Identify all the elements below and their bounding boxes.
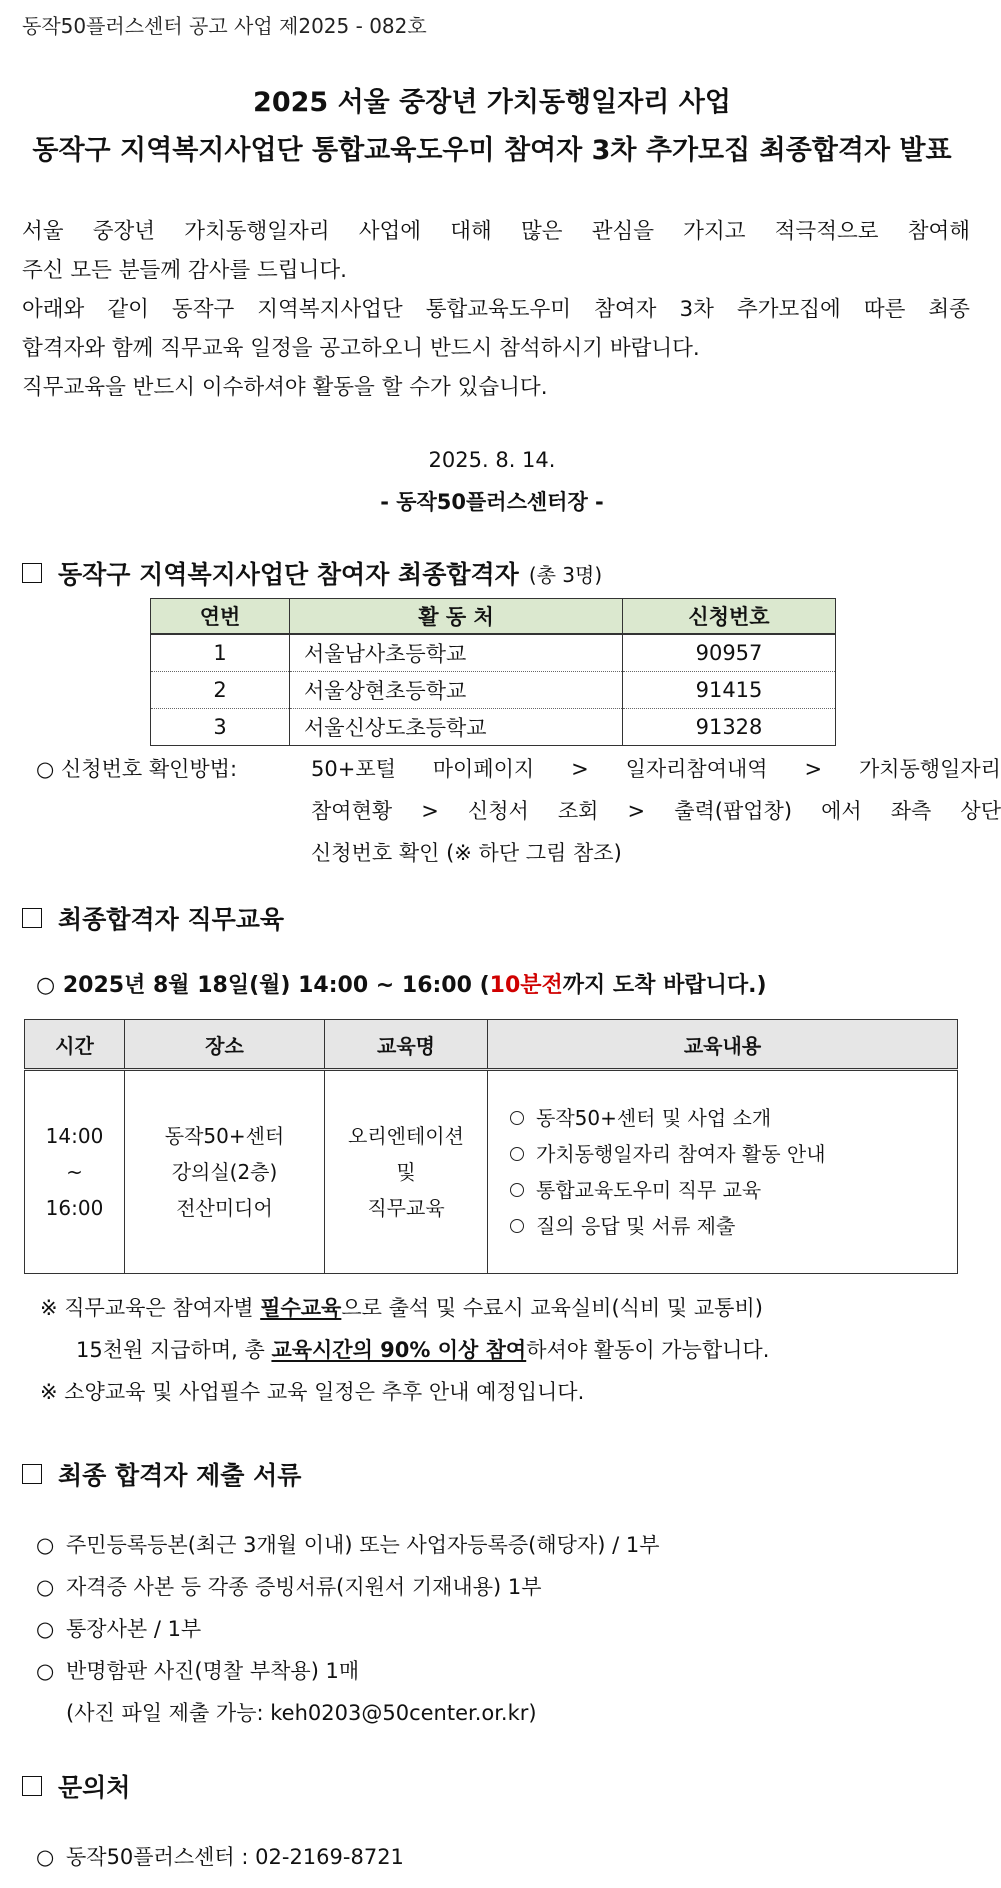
edu-content-text: 질의 응답 및 서류 제출 <box>536 1214 736 1238</box>
edu-content-text: 통합교육도우미 직무 교육 <box>536 1178 762 1202</box>
intro-line-3 <box>22 290 970 329</box>
title-line-2: 동작구 지역복지사업단 통합교육도우미 참여자 3차 추가모집 최종합격자 발표 <box>32 135 952 166</box>
pass-app-number: 91328 <box>623 709 836 746</box>
intro-paragraph <box>22 212 970 407</box>
guide-word: 참여현황 <box>311 799 393 823</box>
intro-word: 동작구 <box>171 297 235 322</box>
intro-word: 대해 <box>450 219 492 244</box>
edu-content-text: 가치동행일자리 참여자 활동 안내 <box>536 1142 826 1166</box>
edu-note-1 <box>40 1287 763 1329</box>
pass-no: 3 <box>151 709 290 746</box>
doc-item-text: 주민등록등본(최근 3개월 이내) 또는 사업자등록증(해당자) / 1부 <box>66 1533 660 1557</box>
guide-word: > <box>804 757 823 781</box>
list-item: ○ 주민등록등본(최근 3개월 이내) 또는 사업자등록증(해당자) / 1부 <box>36 1533 660 1557</box>
circle-bullet-icon <box>510 1147 524 1161</box>
edu-header-time: 시간 <box>25 1020 125 1070</box>
edu-name-line: 오리엔테이션 <box>348 1124 464 1148</box>
pass-no: 2 <box>151 672 290 709</box>
edu-content-text: 동작50+센터 및 사업 소개 <box>536 1106 772 1130</box>
note-text: 15천원 지급하며, 총 <box>76 1338 272 1362</box>
note-text: 하셔야 활동이 가능합니다. <box>526 1338 770 1362</box>
intro-word: 아래와 <box>22 297 85 322</box>
table-row <box>25 1070 958 1274</box>
square-bullet-icon <box>22 908 42 928</box>
schedule-prefix: ○ 2025년 8월 18일(월) 14:00 ~ 16:00 ( <box>36 973 490 998</box>
intro-line-2: 주신 모든 분들께 감사를 드립니다. <box>22 258 347 283</box>
doc-item-text: 반명함판 사진(명찰 부착용) 1매 <box>66 1659 360 1683</box>
application-number-guide <box>36 748 1001 878</box>
edu-place-line: 동작50+센터 <box>164 1124 285 1148</box>
guide-word: 조회 <box>557 799 599 823</box>
guide-word: > <box>421 799 439 823</box>
intro-word: 가지고 <box>683 219 746 244</box>
list-item <box>510 1208 956 1244</box>
schedule-highlight: 10분전 <box>489 973 563 998</box>
intro-line-4: 합격자와 함께 직무교육 일정을 공고하오니 반드시 참석하시기 바랍니다. <box>22 336 700 361</box>
list-item <box>510 1136 956 1172</box>
section-docs-heading <box>22 1456 301 1492</box>
edu-header-place: 장소 <box>125 1020 325 1070</box>
section-edu-title: 최종합격자 직무교육 <box>58 905 285 934</box>
intro-word: 따른 <box>863 297 906 322</box>
notice-number: 동작50플러스센터 공고 사업 제2025 - 082호 <box>22 14 427 38</box>
guide-word: 상단 <box>960 799 1001 823</box>
edu-name <box>325 1070 488 1274</box>
intro-word: 서울 <box>22 219 64 244</box>
guide-word: > <box>571 757 589 781</box>
intro-word: 통합교육도우미 <box>425 297 572 322</box>
intro-word: 관심을 <box>591 219 654 244</box>
intro-word: 사업에 <box>358 219 422 244</box>
edu-place-line: 강의실(2층) <box>171 1160 278 1184</box>
doc-item-extra: (사진 파일 제출 가능: keh0203@50center.or.kr) <box>66 1701 537 1725</box>
intro-word: 3차 <box>679 297 714 322</box>
edu-note-2 <box>76 1329 769 1371</box>
guide-word: 신청서 <box>467 799 529 823</box>
pass-no: 1 <box>151 634 290 672</box>
edu-time-end: 16:00 <box>45 1196 104 1220</box>
guide-line-3: 신청번호 확인 (※ 하단 그림 참조) <box>311 841 622 865</box>
guide-word: 에서 <box>821 799 862 823</box>
edu-contents <box>488 1070 958 1274</box>
edu-note-3: ※ 소양교육 및 사업필수 교육 일정은 추후 안내 예정입니다. <box>40 1380 585 1404</box>
square-bullet-icon <box>22 563 42 583</box>
section-pass-heading <box>22 555 602 591</box>
notice-date: 2025. 8. 14. <box>428 448 556 472</box>
edu-schedule <box>36 968 767 999</box>
contact-text: 동작50플러스센터 : 02-2169-8721 <box>66 1845 404 1869</box>
intro-line-1 <box>22 212 970 251</box>
doc-item-text: 자격증 사본 등 각종 증빙서류(지원서 기재내용) 1부 <box>66 1575 542 1599</box>
edu-header-name: 교육명 <box>325 1020 488 1070</box>
note-emphasis: 필수교육 <box>260 1296 342 1320</box>
intro-word: 적극적으로 <box>774 219 879 244</box>
guide-word: 마이페이지 <box>432 757 535 781</box>
edu-place <box>125 1070 325 1274</box>
intro-word: 지역복지사업단 <box>257 297 403 322</box>
intro-word: 가치동행일자리 <box>184 219 330 244</box>
list-item: ○ 통장사본 / 1부 <box>36 1617 202 1641</box>
guide-word: 좌측 <box>890 799 932 823</box>
square-bullet-icon <box>22 1776 42 1796</box>
edu-header-content: 교육내용 <box>488 1020 958 1070</box>
circle-bullet-icon <box>510 1111 524 1125</box>
list-item <box>510 1172 956 1208</box>
guide-word: 가치동행일자리 <box>858 757 1001 781</box>
pass-app-number: 90957 <box>623 634 836 672</box>
intro-line-5: 직무교육을 반드시 이수하셔야 활동을 할 수가 있습니다. <box>22 375 548 400</box>
section-edu-heading <box>22 900 284 936</box>
list-item: ○ 자격증 사본 등 각종 증빙서류(지원서 기재내용) 1부 <box>36 1575 542 1599</box>
guide-word: > <box>627 799 646 823</box>
section-contact-heading <box>22 1768 130 1804</box>
pass-table <box>150 598 836 746</box>
list-item: ○ 반명함판 사진(명찰 부착용) 1매 <box>36 1659 360 1683</box>
contact-info: ○ 동작50플러스센터 : 02-2169-8721 <box>36 1845 404 1869</box>
list-item <box>510 1100 956 1136</box>
edu-place-line: 전산미디어 <box>176 1196 273 1220</box>
title-line-1: 2025 서울 중장년 가치동행일자리 사업 <box>253 87 731 118</box>
guide-line-1 <box>311 748 1001 790</box>
intro-word: 참여해 <box>907 219 970 244</box>
guide-word: 50+포털 <box>311 757 396 781</box>
intro-word: 최종 <box>928 297 970 322</box>
guide-word: 일자리참여내역 <box>625 757 768 781</box>
table-row <box>151 672 836 709</box>
guide-label: ○ 신청번호 확인방법: <box>36 757 238 781</box>
intro-word: 많은 <box>520 219 563 244</box>
pass-header-no: 연번 <box>151 599 290 635</box>
edu-time <box>25 1070 125 1274</box>
circle-bullet-icon <box>510 1219 524 1233</box>
section-contact-title: 문의처 <box>58 1773 131 1802</box>
organization-signature: - 동작50플러스센터장 - <box>380 490 604 514</box>
doc-item-text: 통장사본 / 1부 <box>66 1617 202 1641</box>
guide-word: 출력(팝업창) <box>674 799 793 823</box>
edu-time-sep: ~ <box>66 1160 83 1184</box>
intro-word: 참여자 <box>594 297 657 322</box>
intro-word: 중장년 <box>92 219 156 244</box>
intro-word: 추가모집에 <box>736 297 841 322</box>
table-row <box>151 709 836 746</box>
square-bullet-icon <box>22 1464 42 1484</box>
pass-header-app: 신청번호 <box>623 599 836 635</box>
intro-word: 같이 <box>107 297 149 322</box>
note-emphasis: 교육시간의 90% 이상 참여 <box>271 1338 527 1362</box>
schedule-suffix: 까지 도착 바랍니다.) <box>562 973 767 998</box>
edu-table <box>24 1019 958 1274</box>
edu-name-line: 및 <box>396 1160 416 1184</box>
circle-bullet-icon <box>510 1183 524 1197</box>
edu-time-start: 14:00 <box>45 1124 104 1148</box>
table-row <box>151 634 836 672</box>
section-docs-title: 최종 합격자 제출 서류 <box>58 1461 302 1490</box>
pass-count: (총 3명) <box>528 562 603 587</box>
docs-list <box>36 1524 659 1734</box>
pass-app-number: 91415 <box>623 672 836 709</box>
note-text: 으로 출석 및 수료시 교육실비(식비 및 교통비) <box>341 1296 763 1320</box>
guide-line-2 <box>311 790 1001 832</box>
note-text: ※ 직무교육은 참여자별 <box>40 1296 261 1320</box>
pass-header-place: 활 동 처 <box>290 599 623 635</box>
edu-name-line: 직무교육 <box>367 1196 445 1220</box>
list-item <box>36 1692 659 1734</box>
guide-text <box>311 748 1001 874</box>
pass-place: 서울상현초등학교 <box>290 672 623 709</box>
pass-place: 서울신상도초등학교 <box>290 709 623 746</box>
pass-place: 서울남사초등학교 <box>290 634 623 672</box>
section-pass-title: 동작구 지역복지사업단 참여자 최종합격자 <box>58 560 519 589</box>
